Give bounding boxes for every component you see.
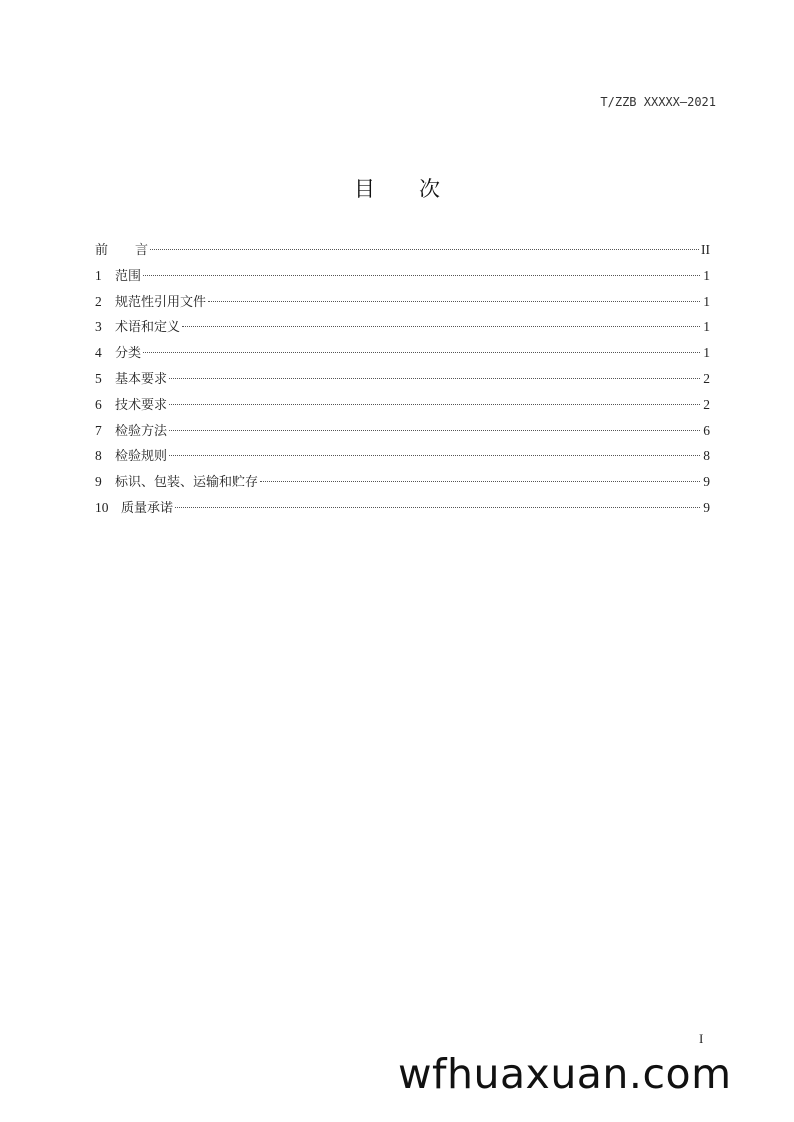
- toc-entry-label: 技术要求: [115, 397, 168, 413]
- toc-entry-quality-commitment[interactable]: [95, 495, 710, 521]
- toc-entry-page: 1: [703, 319, 710, 335]
- toc-entry-number: 3: [95, 319, 102, 335]
- toc-entry-number: 5: [95, 370, 102, 386]
- toc-entry-number: 6: [95, 396, 102, 412]
- toc-dot-leader: [260, 481, 700, 482]
- toc-entry-page: II: [701, 242, 710, 257]
- toc-entry-page: 6: [703, 422, 710, 438]
- toc-entry-number: 9: [95, 474, 102, 490]
- table-of-contents: [95, 237, 710, 521]
- toc-entry-number: 10: [95, 499, 109, 515]
- toc-entry-number: 4: [95, 345, 102, 361]
- toc-entry-classification[interactable]: [95, 340, 710, 366]
- toc-entry-page: 9: [703, 499, 710, 515]
- toc-entry-label: 基本要求: [115, 371, 168, 387]
- toc-title-char: 次: [419, 177, 440, 201]
- toc-dot-leader: [169, 404, 700, 405]
- toc-entry-inspection-rules[interactable]: [95, 443, 710, 469]
- toc-entry-number: 2: [95, 293, 102, 309]
- toc-label-char: 言: [135, 243, 149, 258]
- toc-entry-terms-definitions[interactable]: [95, 314, 710, 340]
- toc-entry-basic-requirements[interactable]: [95, 366, 710, 392]
- toc-dot-leader: [169, 378, 700, 379]
- toc-dot-leader: [143, 275, 700, 276]
- toc-entry-number: 7: [95, 422, 102, 438]
- toc-entry-label: 范围: [115, 268, 142, 284]
- page-number: I: [699, 1031, 704, 1046]
- toc-entry-page: 2: [703, 370, 710, 386]
- toc-dot-leader: [143, 352, 700, 353]
- toc-title: [0, 173, 794, 203]
- toc-entry-page: 8: [703, 448, 710, 464]
- toc-entry-page: 1: [703, 293, 710, 309]
- toc-entry-label: 质量承诺: [121, 500, 174, 516]
- toc-dot-leader: [169, 455, 700, 456]
- toc-entry-label: 检验规则: [115, 449, 168, 465]
- toc-entry-page: 2: [703, 396, 710, 412]
- toc-entry-page: 9: [703, 474, 710, 490]
- toc-label-char: 前: [95, 243, 109, 258]
- toc-dot-leader: [182, 326, 700, 327]
- toc-entry-normative-references[interactable]: [95, 289, 710, 315]
- toc-entry-label: 检验方法: [115, 423, 168, 439]
- toc-entry-label: 规范性引用文件: [115, 294, 207, 310]
- toc-entry-page: 1: [703, 345, 710, 361]
- toc-dot-leader: [208, 301, 700, 302]
- toc-dot-leader: [150, 249, 699, 250]
- toc-entry-number: 1: [95, 267, 102, 283]
- toc-entry-scope[interactable]: [95, 263, 710, 289]
- toc-entry-marking-packaging[interactable]: [95, 469, 710, 495]
- toc-entry-technical-requirements[interactable]: [95, 392, 710, 418]
- document-code: T/ZZB XXXXX—2021: [600, 95, 716, 109]
- toc-entry-label: 分类: [115, 346, 142, 362]
- toc-entry-page: 1: [703, 267, 710, 283]
- toc-entry-number: 8: [95, 448, 102, 464]
- toc-entry-label: [95, 238, 148, 264]
- toc-dot-leader: [175, 507, 700, 508]
- toc-entry-foreword[interactable]: [95, 237, 710, 263]
- toc-entry-label: 术语和定义: [115, 320, 181, 336]
- watermark-text: wfhuaxuan.com: [398, 1050, 732, 1098]
- toc-title-char: 目: [354, 177, 375, 201]
- toc-entry-label: 标识、包装、运输和贮存: [115, 475, 259, 491]
- toc-dot-leader: [169, 430, 700, 431]
- toc-entry-test-methods[interactable]: [95, 418, 710, 444]
